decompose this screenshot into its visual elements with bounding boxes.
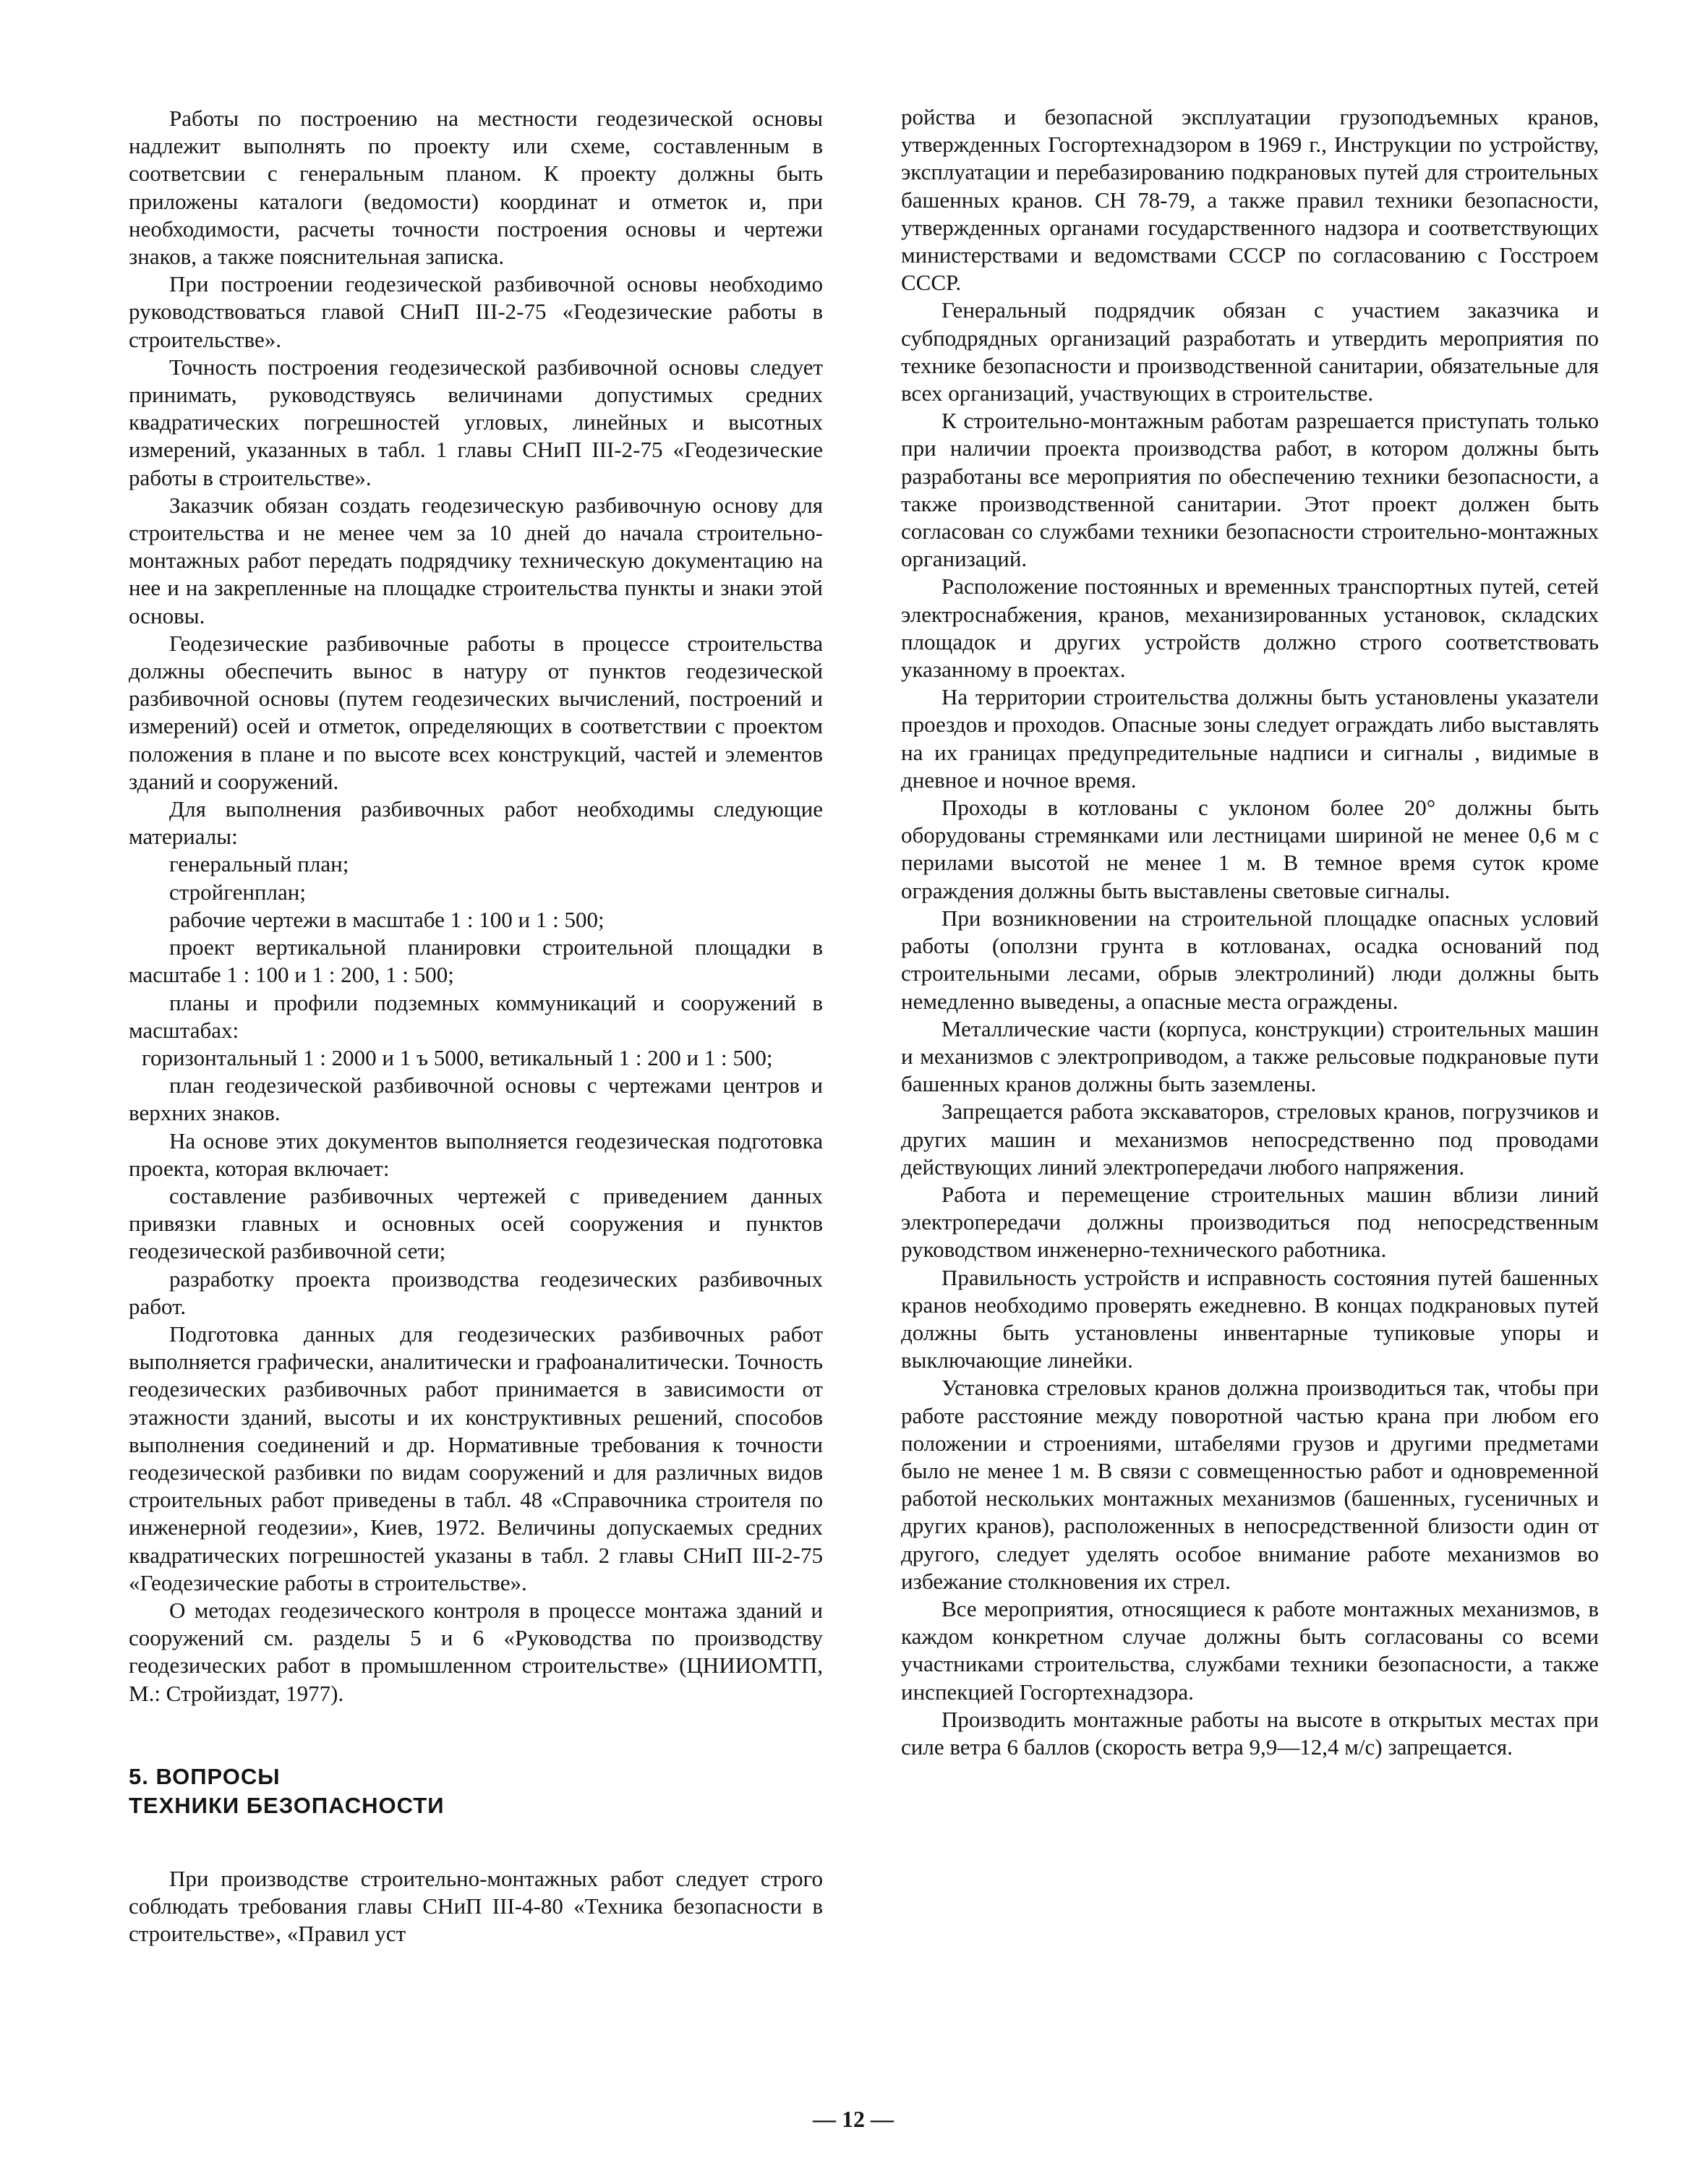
list-item: планы и профили подземных коммуникаций и сооружений в масштабах: (129, 989, 823, 1043)
paragraph: Расположение постоянных и временных транспортных путей, сетей электроснабжения, кранов, механизированных установок, складских площадок и других устройств должно строго соответствовать указанному в проектах. (901, 573, 1599, 683)
section-heading-line: ТЕХНИКИ БЕЗОПАСНОСТИ (129, 1792, 445, 1818)
paragraph: Производить монтажные работы на высоте в открытых местах при силе ветра 6 баллов (скорость ветра 9,9—12,4 м/с) запрещается. (901, 1706, 1599, 1760)
paragraph: Заказчик обязан создать геодезическую разбивочную основу для строительства и не менее чем за 10 дней до начала строительно-монтажных работ передать подрядчику техническую документацию на нее и на закрепленные на площадке строительства пункты и знаки этой основы. (129, 492, 823, 628)
paragraph: Установка стреловых кранов должна производиться так, чтобы при работе расстояние между поворотной частью крана при любом его положении и строениями, штабелями грузов и другими предметами было не менее 1 м. В связи с совмещенностью работ и одновременной работой нескольких монтажных механизмов (башенных, гусеничных и других кранов), расположенных в непосредственной близости один от другого, следует уделять особое внимание работе механизмов во избежание столкновения их стрел. (901, 1375, 1599, 1594)
list-item: рабочие чертежи в масштабе 1 : 100 и 1 : 500; (169, 906, 605, 932)
paragraph: Все мероприятия, относящиеся к работе монтажных механизмов, в каждом конкретном случае должны быть согласованы со всеми участниками строительства, службами техники безопасности, а также инспекцией Госгортехнадзора. (901, 1595, 1599, 1705)
paragraph-continuation: ройства и безопасной эксплуатации грузоподъемных кранов, утвержденных Госгортехнадзором в 1969 г., Инструкции по устройству, эксплуатации и перебазированию подкрановых путей для строительных башенных кранов. СН 78-79, а также правил техники безопасности, утвержденных органами государственного надзора и соответствующих министерствами и ведомствами СССР по согласованию с Госстроем СССР. (901, 104, 1599, 296)
paragraph: Точность построения геодезической разбивочной основы следует принимать, руководствуясь величинами допустимых средних квадратических погрешностей угловых, линейных и высотных измерений, указанных в табл. 1 главы СНиП III-2-75 «Геодезические работы в строительстве». (129, 354, 823, 490)
paragraph: При производстве строительно-монтажных работ следует строго соблюдать требования главы СНиП III-4-80 «Техника безопасности в строительстве», «Правил уст (129, 1865, 823, 1947)
list-item: проект вертикальной планировки строительной площадки в масштабе 1 : 100 и 1 : 200, 1 : 500; (129, 934, 823, 988)
paragraph: Металлические части (корпуса, конструкции) строительных машин и механизмов с электроприводом, а также рельсовые подкрановые пути башенных кранов должны быть заземлены. (901, 1015, 1599, 1097)
paragraph: Работы по построению на местности геодезической основы надлежит выполнять по проекту или схеме, составленным в соответсвии с генеральным планом. К проекту должны быть приложены каталоги (ведомости) координат и отметок и, при необходимости, расчеты точности построения основы и чертежи знаков, а также пояснительная записка. (129, 106, 823, 270)
paragraph: При построении геодезической разбивочной основы необходимо руководствоваться главой СНиП III-2-75 «Геодезические работы в строительстве». (129, 271, 823, 352)
list-item: генеральный план; (169, 851, 349, 877)
list-item: разработку проекта производства геодезических разбивочных работ. (129, 1266, 823, 1319)
paragraph: При возникновении на строительной площадке опасных условий работы (оползни грунта в котлованах, осадка оснований под строительными лесами, обрыв электролиний) люди должны быть немедленно выведены, а опасные места ограждены. (901, 905, 1599, 1014)
paragraph: Запрещается работа экскаваторов, стреловых кранов, погрузчиков и других машин и механизмов непосредственно под проводами действующих линий электропередачи любого напряжения. (901, 1099, 1599, 1180)
paragraph: Работа и перемещение строительных машин вблизи линий электропередачи должны производиться под непосредственным руководством инженерно-технического работника. (901, 1181, 1599, 1263)
paragraph: К строительно-монтажным работам разрешается приступать только при наличии проекта производства работ, в котором должны быть разработаны все мероприятия по обеспечению техники безопасности, а также производственной санитарии. Этот проект должен быть согласован со службами техники безопасности строительно-монтажных организаций. (901, 408, 1599, 572)
paragraph: Геодезические разбивочные работы в процессе строительства должны обеспечить вынос в натуру от пунктов геодезической разбивочной основы (путем геодезических вычислений, построений и измерений) осей и отметок, определяющих в соответствии с проектом положения в плане и по высоте всех конструкций, частей и элементов зданий и сооружений. (129, 630, 823, 794)
list-item: стройгенплан; (169, 879, 306, 905)
section-heading-line: 5. ВОПРОСЫ (129, 1763, 281, 1789)
paragraph: Правильность устройств и исправность состояния путей башенных кранов необходимо проверять ежедневно. В концах подкрановых путей должны быть установлены инвентарные тупиковые упоры и выключающие линейки. (901, 1264, 1599, 1373)
left-column (129, 105, 823, 1948)
paragraph: Подготовка данных для геодезических разбивочных работ выполняется графически, аналитически и графоаналитически. Точность геодезических разбивочных работ принимается в зависимости от этажности зданий, высоты и их конструктивных решений, способов выполнения соединений и др. Нормативные требования к точности геодезической разбивки по видам сооружений и для различных видов строительных работ приведены в табл. 48 «Справочника строителя по инженерной геодезии», Киев, 1972. Величины допускаемых средних квадратических погрешностей указаны в табл. 2 главы СНиП III-2-75 «Геодезические работы в строительстве». (129, 1321, 823, 1595)
paragraph: Для выполнения разбивочных работ необходимы следующие материалы: (129, 796, 823, 850)
paragraph: О методах геодезического контроля в процессе монтажа зданий и сооружений см. разделы 5 и 6 «Руководства по производству геодезических работ в промышленном строительстве» (ЦНИИОМТП, М.: Стройиздат, 1977). (129, 1597, 823, 1706)
list-item: план геодезической разбивочной основы с чертежами центров и верхних знаков. (129, 1073, 823, 1126)
paragraph: На основе этих документов выполняется геодезическая подготовка проекта, которая включает: (129, 1127, 823, 1181)
section-heading (129, 1762, 823, 1820)
list-item: горизонтальный 1 : 2000 и 1 ъ 5000, ветикальный 1 : 200 и 1 : 500; (142, 1044, 773, 1070)
paragraph: Генеральный подрядчик обязан с участием заказчика и субподрядных организаций разработать и утвердить мероприятия по технике безопасности и производственной санитарии, обязательные для всех организаций, участвующих в строительстве. (901, 297, 1599, 406)
page-number: — 12 — (813, 2106, 894, 2132)
paragraph: Проходы в котлованы с уклоном более 20° должны быть оборудованы стремянками или лестницами шириной не менее 0,6 м с перилами высотой не менее 1 м. В темное время суток кроме ограждения должны быть выставлены световые сигналы. (901, 795, 1599, 903)
right-column (901, 103, 1599, 1761)
list-item: составление разбивочных чертежей с приведением данных привязки главных и основных осей сооружения и пунктов геодезической разбивочной сети; (129, 1182, 823, 1264)
paragraph: На территории строительства должны быть установлены указатели проездов и проходов. Опасные зоны следует ограждать либо выставлять на их границах предупредительные надписи и сигналы , видимые в дневное и ночное время. (901, 684, 1599, 793)
